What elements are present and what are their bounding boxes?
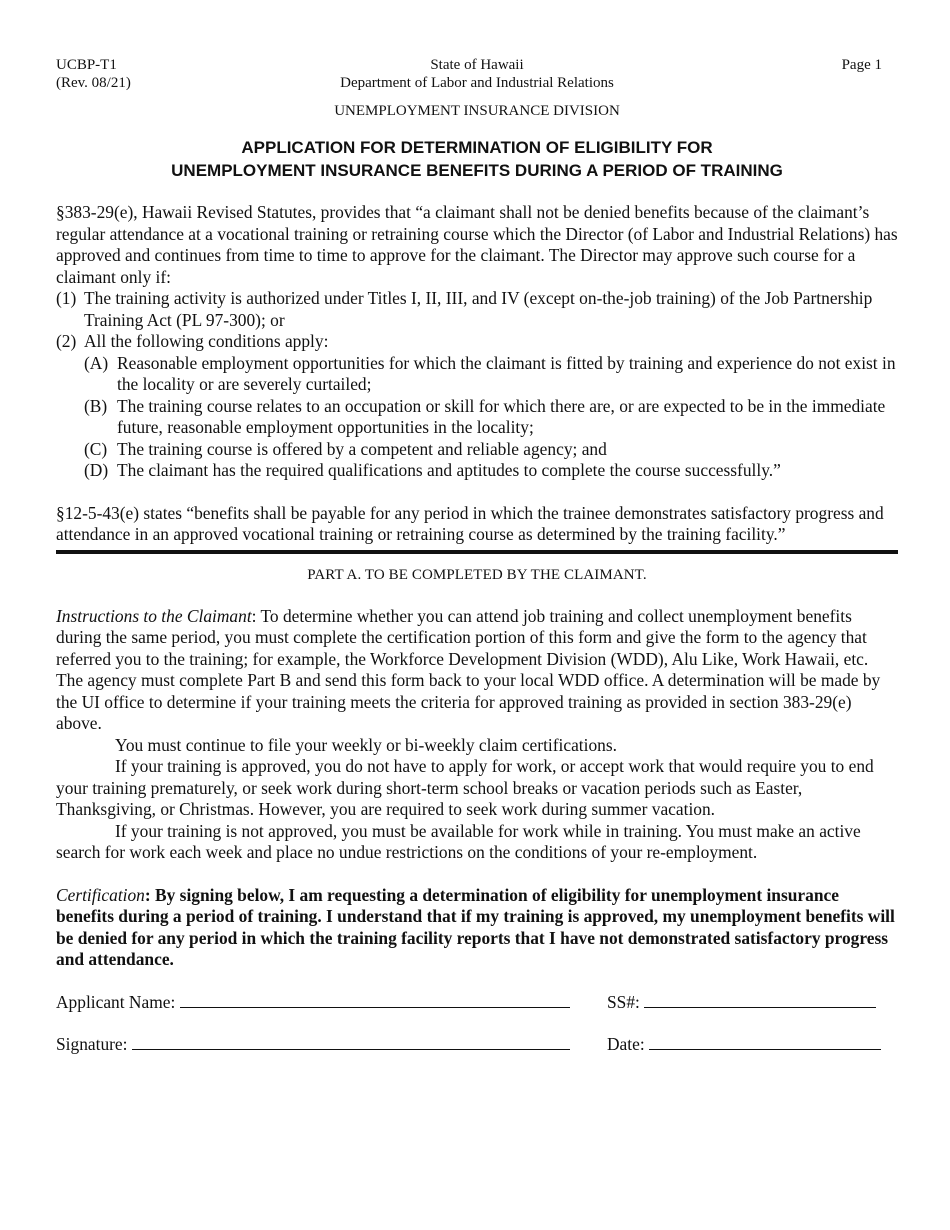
part-a-heading: PART A. TO BE COMPLETED BY THE CLAIMANT.	[307, 566, 647, 583]
instructions-text: : To determine whether you can attend job training and collect unemployment benefits during the same period, you must complete the certification portion of this form and give the form to the agency that referred you to the training; for example, the Workforce Development Division (WDD), Alu Like, Work Hawaii, etc. The agency must complete Part B and send this form back to your local WDD office. A determination will be made by the UI office to determine if your training meets the criteria for approved training as provided in section 383-29(e) above.	[56, 605, 881, 733]
list-marker: (2)	[56, 331, 77, 351]
instructions-para-2: If your training is approved, you do not have to apply for work, or accept work that would require you to end your training prematurely, or seek work during short-term school breaks or vacation periods such as Easter, Thanksgiving, or Christmas. However, you are required to seek work during summer vacation.	[56, 756, 874, 819]
list-text: All the following conditions apply:	[84, 331, 329, 351]
applicant-name-field[interactable]	[56, 991, 570, 1014]
list-item	[84, 396, 898, 439]
form-id: UCBP-T1	[56, 57, 117, 73]
list-text: The claimant has the required qualifications and aptitudes to complete the course successfully.”	[117, 460, 781, 480]
form-header	[56, 56, 898, 114]
applicant-name-label: Applicant Name:	[56, 991, 176, 1012]
list-item	[84, 460, 898, 482]
list-marker: (B)	[84, 395, 108, 416]
instructions-para-1: You must continue to file your weekly or bi-weekly claim certifications.	[115, 734, 617, 755]
list-item	[84, 353, 898, 396]
date-field[interactable]	[607, 1033, 881, 1056]
list-text: The training course is offered by a competent and reliable agency; and	[117, 438, 607, 459]
list-item	[84, 439, 898, 461]
state-name: State of Hawaii	[430, 57, 524, 73]
claimant-instructions	[56, 606, 898, 735]
list-marker: (C)	[84, 438, 108, 459]
section-divider	[56, 550, 898, 554]
statute-intro: §383-29(e), Hawaii Revised Statutes, provides that “a claimant shall not be denied benefits because of the claimant’s regular attendance at a vocational training or retraining course which the Director (of Labor and Industrial Relations) has approved and continues from time to time to approve for the claimant. The Director may approve such course for a claimant only if:	[56, 202, 898, 287]
page-number: Page 1	[841, 57, 882, 73]
signature-line[interactable]	[132, 1033, 570, 1050]
list-text: Reasonable employment opportunities for which the claimant is fitted by training and experience do not exist in the locality or are severely curtailed;	[117, 352, 896, 394]
instructions-label: Instructions to the Claimant	[56, 605, 252, 626]
signature-field[interactable]	[56, 1033, 570, 1056]
date-label: Date:	[607, 1033, 645, 1054]
list-item	[56, 288, 898, 331]
list-item	[56, 331, 898, 353]
title-line-2: UNEMPLOYMENT INSURANCE BENEFITS DURING A PERIOD OF TRAINING	[171, 161, 783, 180]
title-line-1: APPLICATION FOR DETERMINATION OF ELIGIBILITY FOR	[241, 138, 713, 157]
ssn-field[interactable]	[607, 991, 876, 1014]
agency-block	[56, 56, 898, 92]
sub-conditions	[84, 353, 898, 482]
ssn-label: SS#:	[607, 991, 640, 1012]
signature-label: Signature:	[56, 1033, 128, 1054]
certification-label: Certification	[56, 884, 145, 905]
form-revision: (Rev. 08/21)	[56, 75, 131, 91]
statute-conditions	[56, 288, 898, 482]
list-text: The training activity is authorized under Titles I, II, III, and IV (except on-the-job training) of the Job Partnership Training Act (PL 97-300); or	[84, 288, 873, 330]
applicant-name-line[interactable]	[180, 991, 570, 1008]
list-text: The training course relates to an occupation or skill for which there are, or are expected to be in the immediate future, reasonable employment opportunities in the locality;	[117, 395, 886, 437]
division-name: UNEMPLOYMENT INSURANCE DIVISION	[334, 103, 620, 119]
date-line[interactable]	[649, 1033, 881, 1050]
signature-fields	[56, 991, 898, 1071]
certification-text: : By signing below, I am requesting a determination of eligibility for unemployment insurance benefits during a period of training. I understand that if my training is approved, my unemployment benefits will be denied for any period in which the training facility reports that I have not demonstrated satisfactory progress and attendance.	[56, 884, 895, 969]
department-name: Department of Labor and Industrial Relations	[340, 75, 614, 91]
instructions-para-3: If your training is not approved, you must be available for work while in training. You must make an active search for work each week and place no undue restrictions on the conditions of your re-employment.	[56, 820, 861, 862]
list-marker: (A)	[84, 352, 109, 373]
certification	[56, 885, 898, 971]
list-marker: (1)	[56, 288, 77, 308]
ssn-line[interactable]	[644, 991, 876, 1008]
list-marker: (D)	[84, 460, 109, 480]
form-title	[56, 136, 898, 182]
form-page	[56, 56, 898, 1071]
statute-second: §12-5-43(e) states “benefits shall be payable for any period in which the trainee demonstrates satisfactory progress and attendance in an approved vocational training or retraining course as determined by the training facility.”	[56, 502, 884, 544]
